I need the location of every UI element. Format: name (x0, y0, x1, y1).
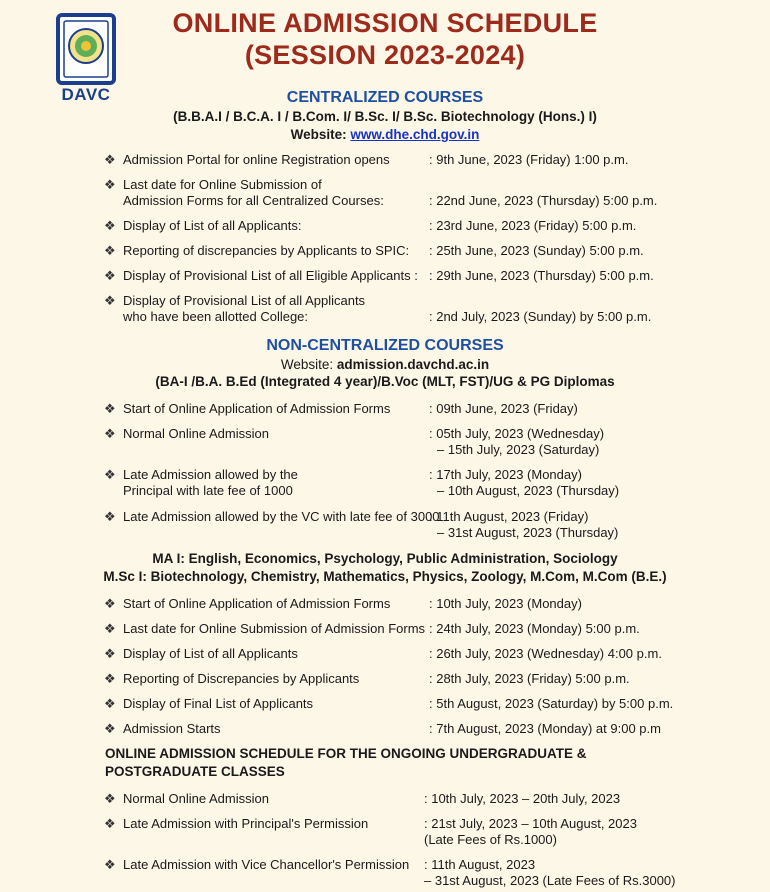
college-emblem-icon (56, 13, 116, 85)
page-title: ONLINE ADMISSION SCHEDULE (172, 8, 598, 38)
schedule-date: : 25th June, 2023 (Sunday) 5:00 p.m. (429, 243, 644, 258)
schedule-label: Admission Starts (123, 721, 221, 736)
schedule-date: : 09th June, 2023 (Friday) (429, 401, 578, 416)
schedule-label: Last date for Online Submission of Admission Forms (123, 621, 426, 636)
schedule-date: – 31st August, 2023 (Thursday) (437, 525, 619, 540)
schedule-date: : 2nd July, 2023 (Sunday) by 5:00 p.m. (429, 309, 652, 324)
bullet-diamond-icon: ❖ (104, 218, 116, 233)
schedule-date: : 10th July, 2023 – 20th July, 2023 (424, 791, 621, 806)
ongoing-heading: ONLINE ADMISSION SCHEDULE FOR THE ONGOING UNDERGRADUATE & POSTGRADUATE CLASSES (105, 746, 587, 779)
centralized-heading: CENTRALIZED COURSES (286, 89, 484, 106)
page-subtitle: (SESSION 2023-2024) (244, 40, 526, 70)
bullet-diamond-icon: ❖ (104, 177, 116, 192)
bullet-diamond-icon: ❖ (104, 791, 116, 806)
schedule-label: who have been allotted College: (123, 309, 309, 324)
schedule-date: – 31st August, 2023 (Late Fees of Rs.3000) (424, 873, 676, 888)
schedule-label: Display of Final List of Applicants (123, 696, 314, 711)
schedule-label: Admission Forms for all Centralized Courses: (123, 193, 384, 208)
schedule-label: Normal Online Admission (123, 426, 269, 441)
schedule-date: – 10th August, 2023 (Thursday) (437, 483, 620, 498)
bullet-diamond-icon: ❖ (104, 426, 116, 441)
noncentralized-heading: NON-CENTRALIZED COURSES (266, 337, 504, 354)
schedule-date: : 26th July, 2023 (Wednesday) 4:00 p.m. (429, 646, 662, 661)
bullet-diamond-icon: ❖ (104, 401, 116, 416)
schedule-date: : 21st July, 2023 – 10th August, 2023 (424, 816, 637, 831)
schedule-date: (Late Fees of Rs.1000) (424, 832, 557, 847)
schedule-label: Start of Online Application of Admission Forms (123, 596, 391, 611)
bullet-diamond-icon: ❖ (104, 467, 116, 482)
pg-heading-ma: MA I: English, Economics, Psychology, Public Administration, Sociology (152, 551, 618, 566)
schedule-date: : 29th June, 2023 (Thursday) 5:00 p.m. (429, 268, 654, 283)
schedule-label: Late Admission with Vice Chancellor's Permission (123, 857, 410, 872)
schedule-date: : 10th July, 2023 (Monday) (429, 596, 582, 611)
schedule-date: : 7th August, 2023 (Monday) at 9:00 p.m (429, 721, 661, 736)
website-value: admission.davchd.ac.in (336, 357, 490, 372)
schedule-label: Display of List of all Applicants: (123, 218, 302, 233)
bullet-diamond-icon: ❖ (104, 816, 116, 831)
centralized-courses: (B.B.A.I / B.C.A. I / B.Com. I/ B.Sc. I/ B.Sc. Biotechnology (Hons.) I) (173, 109, 597, 124)
schedule-date: : 22nd June, 2023 (Thursday) 5:00 p.m. (429, 193, 658, 208)
bullet-diamond-icon: ❖ (104, 696, 116, 711)
bullet-diamond-icon: ❖ (104, 152, 116, 167)
bullet-diamond-icon: ❖ (104, 721, 116, 736)
schedule-date: – 15th July, 2023 (Saturday) (437, 442, 600, 457)
schedule-date: : 5th August, 2023 (Saturday) by 5:00 p.m. (429, 696, 674, 711)
schedule-label: Reporting of Discrepancies by Applicants (123, 671, 360, 686)
bullet-diamond-icon: ❖ (104, 509, 116, 524)
schedule-label: Start of Online Application of Admission Forms (123, 401, 391, 416)
schedule-label: Reporting of discrepancies by Applicants to SPIC: (123, 243, 410, 258)
bullet-diamond-icon: ❖ (104, 293, 116, 308)
college-logo (56, 13, 116, 104)
pg-heading-msc: M.Sc I: Biotechnology, Chemistry, Mathematics, Physics, Zoology, M.Com, M.Com (B.E.) (103, 569, 667, 584)
website-link[interactable]: www.dhe.chd.gov.in (350, 127, 480, 142)
schedule-date: : 23rd June, 2023 (Friday) 5:00 p.m. (429, 218, 637, 233)
noncentralized-website (0, 357, 770, 372)
schedule-label: Late Admission allowed by the VC with late fee of 3000 (123, 509, 440, 524)
bullet-diamond-icon: ❖ (104, 268, 116, 283)
bullet-diamond-icon: ❖ (104, 243, 116, 258)
schedule-date: : 11th August, 2023 (Friday) (429, 509, 589, 524)
schedule-date: : 11th August, 2023 (424, 857, 536, 872)
schedule-date: : 17th July, 2023 (Monday) (429, 467, 582, 482)
schedule-date: : 9th June, 2023 (Friday) 1:00 p.m. (429, 152, 629, 167)
schedule-label: Display of Provisional List of all Applicants (123, 293, 366, 308)
website-label: Website: (280, 357, 337, 372)
schedule-label: Late Admission allowed by the (123, 467, 298, 482)
schedule-label: Principal with late fee of 1000 (123, 483, 293, 498)
schedule-date: : 05th July, 2023 (Wednesday) (429, 426, 605, 441)
logo-text: DAVC (61, 85, 111, 104)
schedule-label: Last date for Online Submission of (123, 177, 322, 192)
schedule-date: : 24th July, 2023 (Monday) 5:00 p.m. (429, 621, 640, 636)
schedule-label: Late Admission with Principal's Permission (123, 816, 369, 831)
bullet-diamond-icon: ❖ (104, 596, 116, 611)
centralized-website (0, 127, 770, 142)
bullet-diamond-icon: ❖ (104, 646, 116, 661)
schedule-label: Normal Online Admission (123, 791, 269, 806)
schedule-date: : 28th July, 2023 (Friday) 5:00 p.m. (429, 671, 630, 686)
bullet-diamond-icon: ❖ (104, 671, 116, 686)
schedule-label: Display of Provisional List of all Eligible Applicants : (123, 268, 418, 283)
schedule-label: Admission Portal for online Registration opens (123, 152, 390, 167)
bullet-diamond-icon: ❖ (104, 857, 116, 872)
noncentralized-courses: (BA-I /B.A. B.Ed (Integrated 4 year)/B.Voc (MLT, FST)/UG & PG Diplomas (155, 374, 615, 389)
website-label: Website: (290, 127, 351, 142)
schedule-label: Display of List of all Applicants (123, 646, 298, 661)
bullet-diamond-icon: ❖ (104, 621, 116, 636)
